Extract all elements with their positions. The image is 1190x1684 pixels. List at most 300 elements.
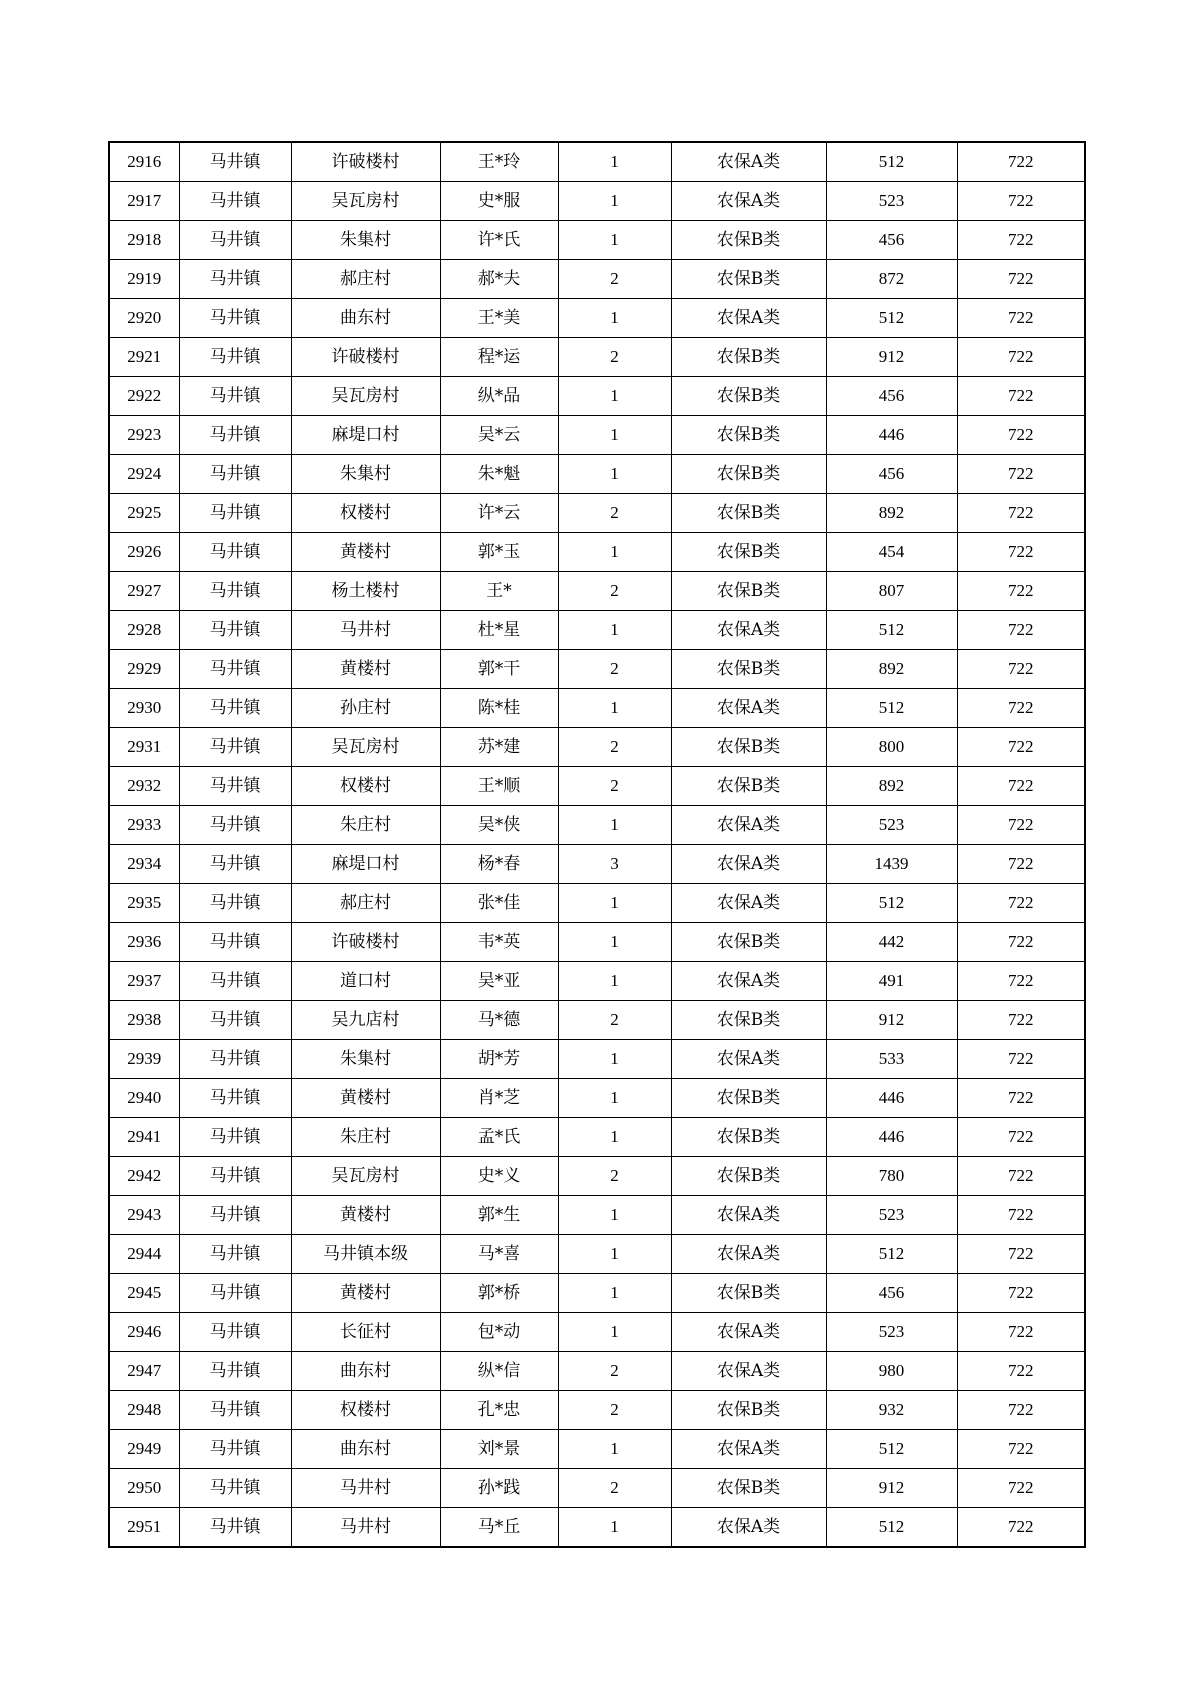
- amount-cell: 446: [826, 1079, 957, 1118]
- standard-cell: 722: [957, 1430, 1085, 1469]
- amount-cell: 892: [826, 650, 957, 689]
- row-number-cell: 2925: [109, 494, 179, 533]
- category-cell: 农保A类: [671, 1040, 826, 1079]
- table-row: [109, 728, 1085, 767]
- amount-cell: 523: [826, 182, 957, 221]
- household-count-cell: 1: [558, 533, 671, 572]
- row-number-cell: 2933: [109, 806, 179, 845]
- name-cell: 张*佳: [440, 884, 558, 923]
- town-cell: 马井镇: [179, 1079, 291, 1118]
- amount-cell: 912: [826, 1001, 957, 1040]
- town-cell: 马井镇: [179, 1040, 291, 1079]
- name-cell: 马*德: [440, 1001, 558, 1040]
- standard-cell: 722: [957, 1274, 1085, 1313]
- row-number-cell: 2924: [109, 455, 179, 494]
- category-cell: 农保A类: [671, 689, 826, 728]
- village-cell: 马井村: [291, 611, 440, 650]
- category-cell: 农保B类: [671, 1079, 826, 1118]
- town-cell: 马井镇: [179, 1469, 291, 1508]
- standard-cell: 722: [957, 689, 1085, 728]
- amount-cell: 442: [826, 923, 957, 962]
- village-cell: 朱庄村: [291, 806, 440, 845]
- name-cell: 杨*春: [440, 845, 558, 884]
- category-cell: 农保B类: [671, 494, 826, 533]
- town-cell: 马井镇: [179, 1196, 291, 1235]
- amount-cell: 512: [826, 299, 957, 338]
- table-row: [109, 1196, 1085, 1235]
- table-row: [109, 338, 1085, 377]
- household-count-cell: 1: [558, 611, 671, 650]
- household-count-cell: 1: [558, 962, 671, 1001]
- town-cell: 马井镇: [179, 1313, 291, 1352]
- household-count-cell: 1: [558, 1430, 671, 1469]
- row-number-cell: 2936: [109, 923, 179, 962]
- amount-cell: 512: [826, 142, 957, 182]
- standard-cell: 722: [957, 806, 1085, 845]
- row-number-cell: 2930: [109, 689, 179, 728]
- table-row: [109, 455, 1085, 494]
- village-cell: 麻堤口村: [291, 416, 440, 455]
- household-count-cell: 1: [558, 416, 671, 455]
- table-row: [109, 572, 1085, 611]
- name-cell: 马*喜: [440, 1235, 558, 1274]
- standard-cell: 722: [957, 767, 1085, 806]
- town-cell: 马井镇: [179, 221, 291, 260]
- town-cell: 马井镇: [179, 260, 291, 299]
- row-number-cell: 2942: [109, 1157, 179, 1196]
- village-cell: 许破楼村: [291, 338, 440, 377]
- category-cell: 农保B类: [671, 728, 826, 767]
- village-cell: 吴瓦房村: [291, 377, 440, 416]
- row-number-cell: 2944: [109, 1235, 179, 1274]
- category-cell: 农保A类: [671, 1235, 826, 1274]
- name-cell: 郭*干: [440, 650, 558, 689]
- village-cell: 黄楼村: [291, 533, 440, 572]
- household-count-cell: 1: [558, 806, 671, 845]
- table-row: [109, 142, 1085, 182]
- standard-cell: 722: [957, 611, 1085, 650]
- row-number-cell: 2939: [109, 1040, 179, 1079]
- table-row: [109, 221, 1085, 260]
- amount-cell: 456: [826, 1274, 957, 1313]
- row-number-cell: 2932: [109, 767, 179, 806]
- town-cell: 马井镇: [179, 1274, 291, 1313]
- village-cell: 黄楼村: [291, 1196, 440, 1235]
- amount-cell: 446: [826, 1118, 957, 1157]
- household-count-cell: 2: [558, 650, 671, 689]
- village-cell: 许破楼村: [291, 142, 440, 182]
- village-cell: 黄楼村: [291, 650, 440, 689]
- standard-cell: 722: [957, 923, 1085, 962]
- name-cell: 郭*生: [440, 1196, 558, 1235]
- household-count-cell: 1: [558, 1313, 671, 1352]
- row-number-cell: 2951: [109, 1508, 179, 1548]
- table-row: [109, 845, 1085, 884]
- row-number-cell: 2920: [109, 299, 179, 338]
- town-cell: 马井镇: [179, 962, 291, 1001]
- row-number-cell: 2916: [109, 142, 179, 182]
- row-number-cell: 2950: [109, 1469, 179, 1508]
- name-cell: 郭*玉: [440, 533, 558, 572]
- town-cell: 马井镇: [179, 689, 291, 728]
- table-row: [109, 1508, 1085, 1548]
- name-cell: 孙*践: [440, 1469, 558, 1508]
- amount-cell: 523: [826, 1196, 957, 1235]
- table-row: [109, 533, 1085, 572]
- household-count-cell: 3: [558, 845, 671, 884]
- row-number-cell: 2929: [109, 650, 179, 689]
- table-row: [109, 650, 1085, 689]
- village-cell: 曲东村: [291, 299, 440, 338]
- table-row: [109, 1352, 1085, 1391]
- table-row: [109, 1274, 1085, 1313]
- table-row: [109, 1469, 1085, 1508]
- category-cell: 农保B类: [671, 650, 826, 689]
- standard-cell: 722: [957, 572, 1085, 611]
- household-count-cell: 2: [558, 494, 671, 533]
- village-cell: 朱集村: [291, 455, 440, 494]
- amount-cell: 872: [826, 260, 957, 299]
- household-count-cell: 1: [558, 182, 671, 221]
- row-number-cell: 2938: [109, 1001, 179, 1040]
- category-cell: 农保B类: [671, 1274, 826, 1313]
- table-row: [109, 962, 1085, 1001]
- row-number-cell: 2943: [109, 1196, 179, 1235]
- name-cell: 孔*忠: [440, 1391, 558, 1430]
- household-count-cell: 1: [558, 1508, 671, 1548]
- amount-cell: 512: [826, 1508, 957, 1548]
- standard-cell: 722: [957, 650, 1085, 689]
- standard-cell: 722: [957, 338, 1085, 377]
- village-cell: 权楼村: [291, 494, 440, 533]
- household-count-cell: 1: [558, 377, 671, 416]
- village-cell: 吴瓦房村: [291, 728, 440, 767]
- town-cell: 马井镇: [179, 728, 291, 767]
- household-count-cell: 1: [558, 1040, 671, 1079]
- category-cell: 农保B类: [671, 923, 826, 962]
- standard-cell: 722: [957, 1118, 1085, 1157]
- standard-cell: 722: [957, 1157, 1085, 1196]
- name-cell: 吴*侠: [440, 806, 558, 845]
- standard-cell: 722: [957, 1313, 1085, 1352]
- household-count-cell: 1: [558, 923, 671, 962]
- village-cell: 权楼村: [291, 1391, 440, 1430]
- row-number-cell: 2946: [109, 1313, 179, 1352]
- name-cell: 陈*桂: [440, 689, 558, 728]
- row-number-cell: 2921: [109, 338, 179, 377]
- category-cell: 农保B类: [671, 455, 826, 494]
- table-row: [109, 1313, 1085, 1352]
- category-cell: 农保B类: [671, 338, 826, 377]
- household-count-cell: 1: [558, 1235, 671, 1274]
- category-cell: 农保B类: [671, 377, 826, 416]
- amount-cell: 512: [826, 1235, 957, 1274]
- name-cell: 吴*亚: [440, 962, 558, 1001]
- town-cell: 马井镇: [179, 1157, 291, 1196]
- town-cell: 马井镇: [179, 572, 291, 611]
- standard-cell: 722: [957, 494, 1085, 533]
- village-cell: 郝庄村: [291, 884, 440, 923]
- name-cell: 郝*夫: [440, 260, 558, 299]
- category-cell: 农保B类: [671, 1157, 826, 1196]
- amount-cell: 454: [826, 533, 957, 572]
- village-cell: 吴瓦房村: [291, 182, 440, 221]
- table-row: [109, 494, 1085, 533]
- amount-cell: 456: [826, 377, 957, 416]
- table-row: [109, 1001, 1085, 1040]
- standard-cell: 722: [957, 1196, 1085, 1235]
- table-row: [109, 689, 1085, 728]
- row-number-cell: 2919: [109, 260, 179, 299]
- town-cell: 马井镇: [179, 1001, 291, 1040]
- town-cell: 马井镇: [179, 767, 291, 806]
- town-cell: 马井镇: [179, 845, 291, 884]
- table-body: [109, 142, 1085, 1547]
- amount-cell: 523: [826, 1313, 957, 1352]
- village-cell: 杨土楼村: [291, 572, 440, 611]
- standard-cell: 722: [957, 845, 1085, 884]
- category-cell: 农保A类: [671, 1430, 826, 1469]
- amount-cell: 512: [826, 611, 957, 650]
- town-cell: 马井镇: [179, 182, 291, 221]
- category-cell: 农保A类: [671, 806, 826, 845]
- category-cell: 农保B类: [671, 1001, 826, 1040]
- category-cell: 农保A类: [671, 182, 826, 221]
- village-cell: 黄楼村: [291, 1079, 440, 1118]
- town-cell: 马井镇: [179, 650, 291, 689]
- table-row: [109, 1079, 1085, 1118]
- name-cell: 史*义: [440, 1157, 558, 1196]
- row-number-cell: 2918: [109, 221, 179, 260]
- town-cell: 马井镇: [179, 416, 291, 455]
- row-number-cell: 2947: [109, 1352, 179, 1391]
- village-cell: 朱集村: [291, 221, 440, 260]
- standard-cell: 722: [957, 728, 1085, 767]
- amount-cell: 892: [826, 494, 957, 533]
- village-cell: 曲东村: [291, 1430, 440, 1469]
- town-cell: 马井镇: [179, 455, 291, 494]
- household-count-cell: 2: [558, 260, 671, 299]
- amount-cell: 912: [826, 1469, 957, 1508]
- household-count-cell: 2: [558, 1469, 671, 1508]
- table-row: [109, 260, 1085, 299]
- town-cell: 马井镇: [179, 1391, 291, 1430]
- village-cell: 马井镇本级: [291, 1235, 440, 1274]
- village-cell: 长征村: [291, 1313, 440, 1352]
- name-cell: 刘*景: [440, 1430, 558, 1469]
- household-count-cell: 1: [558, 455, 671, 494]
- standard-cell: 722: [957, 1352, 1085, 1391]
- town-cell: 马井镇: [179, 142, 291, 182]
- town-cell: 马井镇: [179, 923, 291, 962]
- name-cell: 苏*建: [440, 728, 558, 767]
- category-cell: 农保A类: [671, 962, 826, 1001]
- town-cell: 马井镇: [179, 533, 291, 572]
- category-cell: 农保B类: [671, 221, 826, 260]
- name-cell: 郭*桥: [440, 1274, 558, 1313]
- village-cell: 吴九店村: [291, 1001, 440, 1040]
- name-cell: 王*: [440, 572, 558, 611]
- amount-cell: 446: [826, 416, 957, 455]
- standard-cell: 722: [957, 142, 1085, 182]
- household-count-cell: 2: [558, 1391, 671, 1430]
- town-cell: 马井镇: [179, 299, 291, 338]
- table-row: [109, 182, 1085, 221]
- amount-cell: 1439: [826, 845, 957, 884]
- row-number-cell: 2941: [109, 1118, 179, 1157]
- category-cell: 农保B类: [671, 416, 826, 455]
- category-cell: 农保B类: [671, 1391, 826, 1430]
- village-cell: 马井村: [291, 1469, 440, 1508]
- category-cell: 农保B类: [671, 767, 826, 806]
- standard-cell: 722: [957, 1235, 1085, 1274]
- standard-cell: 722: [957, 1508, 1085, 1548]
- table-row: [109, 767, 1085, 806]
- amount-cell: 980: [826, 1352, 957, 1391]
- village-cell: 吴瓦房村: [291, 1157, 440, 1196]
- town-cell: 马井镇: [179, 338, 291, 377]
- category-cell: 农保A类: [671, 1196, 826, 1235]
- amount-cell: 491: [826, 962, 957, 1001]
- category-cell: 农保A类: [671, 845, 826, 884]
- household-count-cell: 1: [558, 299, 671, 338]
- standard-cell: 722: [957, 260, 1085, 299]
- town-cell: 马井镇: [179, 806, 291, 845]
- village-cell: 曲东村: [291, 1352, 440, 1391]
- table-row: [109, 611, 1085, 650]
- name-cell: 王*玲: [440, 142, 558, 182]
- standard-cell: 722: [957, 962, 1085, 1001]
- amount-cell: 512: [826, 884, 957, 923]
- standard-cell: 722: [957, 182, 1085, 221]
- village-cell: 朱集村: [291, 1040, 440, 1079]
- town-cell: 马井镇: [179, 494, 291, 533]
- table-row: [109, 377, 1085, 416]
- row-number-cell: 2923: [109, 416, 179, 455]
- category-cell: 农保A类: [671, 1313, 826, 1352]
- category-cell: 农保A类: [671, 1352, 826, 1391]
- amount-cell: 807: [826, 572, 957, 611]
- name-cell: 孟*氏: [440, 1118, 558, 1157]
- row-number-cell: 2917: [109, 182, 179, 221]
- town-cell: 马井镇: [179, 1118, 291, 1157]
- name-cell: 杜*星: [440, 611, 558, 650]
- household-count-cell: 2: [558, 1352, 671, 1391]
- row-number-cell: 2934: [109, 845, 179, 884]
- category-cell: 农保B类: [671, 572, 826, 611]
- table-row: [109, 1157, 1085, 1196]
- amount-cell: 512: [826, 689, 957, 728]
- amount-cell: 456: [826, 221, 957, 260]
- name-cell: 朱*魁: [440, 455, 558, 494]
- row-number-cell: 2928: [109, 611, 179, 650]
- name-cell: 王*顺: [440, 767, 558, 806]
- household-count-cell: 1: [558, 884, 671, 923]
- table-row: [109, 299, 1085, 338]
- row-number-cell: 2927: [109, 572, 179, 611]
- table-row: [109, 1391, 1085, 1430]
- standard-cell: 722: [957, 299, 1085, 338]
- standard-cell: 722: [957, 1079, 1085, 1118]
- category-cell: 农保A类: [671, 1508, 826, 1548]
- household-count-cell: 1: [558, 142, 671, 182]
- standard-cell: 722: [957, 377, 1085, 416]
- row-number-cell: 2935: [109, 884, 179, 923]
- town-cell: 马井镇: [179, 1508, 291, 1548]
- name-cell: 许*云: [440, 494, 558, 533]
- village-cell: 朱庄村: [291, 1118, 440, 1157]
- amount-cell: 800: [826, 728, 957, 767]
- row-number-cell: 2931: [109, 728, 179, 767]
- household-count-cell: 1: [558, 689, 671, 728]
- standard-cell: 722: [957, 884, 1085, 923]
- category-cell: 农保B类: [671, 533, 826, 572]
- row-number-cell: 2940: [109, 1079, 179, 1118]
- table-row: [109, 806, 1085, 845]
- category-cell: 农保A类: [671, 884, 826, 923]
- household-count-cell: 2: [558, 572, 671, 611]
- name-cell: 史*服: [440, 182, 558, 221]
- name-cell: 胡*芳: [440, 1040, 558, 1079]
- amount-cell: 512: [826, 1430, 957, 1469]
- category-cell: 农保A类: [671, 611, 826, 650]
- household-count-cell: 1: [558, 1118, 671, 1157]
- standard-cell: 722: [957, 533, 1085, 572]
- village-cell: 马井村: [291, 1508, 440, 1548]
- amount-cell: 533: [826, 1040, 957, 1079]
- name-cell: 许*氏: [440, 221, 558, 260]
- town-cell: 马井镇: [179, 1352, 291, 1391]
- town-cell: 马井镇: [179, 1430, 291, 1469]
- name-cell: 吴*云: [440, 416, 558, 455]
- name-cell: 纵*品: [440, 377, 558, 416]
- village-cell: 麻堤口村: [291, 845, 440, 884]
- household-count-cell: 2: [558, 1157, 671, 1196]
- amount-cell: 912: [826, 338, 957, 377]
- category-cell: 农保B类: [671, 1118, 826, 1157]
- village-cell: 黄楼村: [291, 1274, 440, 1313]
- category-cell: 农保A类: [671, 299, 826, 338]
- row-number-cell: 2922: [109, 377, 179, 416]
- standard-cell: 722: [957, 1469, 1085, 1508]
- standard-cell: 722: [957, 455, 1085, 494]
- name-cell: 马*丘: [440, 1508, 558, 1548]
- row-number-cell: 2949: [109, 1430, 179, 1469]
- household-count-cell: 1: [558, 221, 671, 260]
- table-row: [109, 1118, 1085, 1157]
- village-cell: 道口村: [291, 962, 440, 1001]
- name-cell: 程*运: [440, 338, 558, 377]
- amount-cell: 892: [826, 767, 957, 806]
- amount-cell: 456: [826, 455, 957, 494]
- row-number-cell: 2926: [109, 533, 179, 572]
- amount-cell: 523: [826, 806, 957, 845]
- village-cell: 孙庄村: [291, 689, 440, 728]
- standard-cell: 722: [957, 1391, 1085, 1430]
- name-cell: 韦*英: [440, 923, 558, 962]
- table-row: [109, 923, 1085, 962]
- amount-cell: 932: [826, 1391, 957, 1430]
- row-number-cell: 2937: [109, 962, 179, 1001]
- standard-cell: 722: [957, 416, 1085, 455]
- name-cell: 纵*信: [440, 1352, 558, 1391]
- household-count-cell: 2: [558, 767, 671, 806]
- household-count-cell: 1: [558, 1274, 671, 1313]
- village-cell: 郝庄村: [291, 260, 440, 299]
- name-cell: 肖*芝: [440, 1079, 558, 1118]
- town-cell: 马井镇: [179, 1235, 291, 1274]
- table-row: [109, 1040, 1085, 1079]
